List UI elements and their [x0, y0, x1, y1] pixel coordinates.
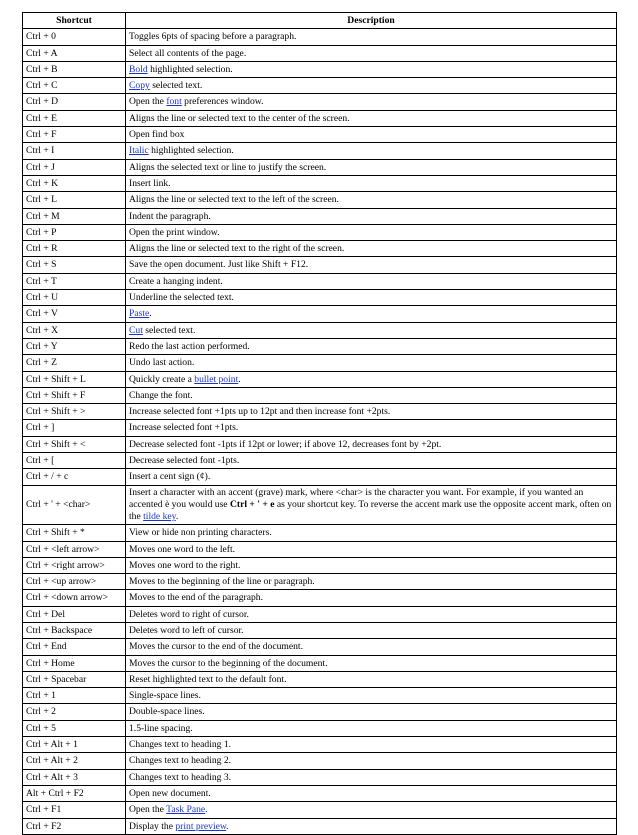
table-row	[23, 623, 617, 639]
table-row	[23, 387, 617, 403]
shortcut-cell: Ctrl + Del	[23, 606, 126, 622]
description-cell	[126, 257, 617, 273]
description-cell	[126, 290, 617, 306]
shortcut-cell: Ctrl + K	[23, 175, 126, 191]
description-text: Aligns the line or selected text to the left of the screen.	[129, 194, 339, 206]
table-row	[23, 192, 617, 208]
shortcut-cell: Ctrl + C	[23, 78, 126, 94]
description-text: Aligns the selected text or line to justify the screen.	[129, 161, 327, 173]
description-text: as your shortcut key. To reverse the accent mark use the opposite accent mark, often on the	[129, 498, 612, 523]
table-row	[23, 574, 617, 590]
shortcut-cell: Ctrl + Shift + *	[23, 525, 126, 541]
description-text: selected text.	[142, 324, 196, 336]
table-row	[23, 802, 617, 818]
shortcut-cell: Ctrl + U	[23, 290, 126, 306]
description-cell	[126, 110, 617, 126]
table-row	[23, 655, 617, 671]
description-cell	[126, 671, 617, 687]
description-text: .	[226, 820, 229, 832]
table-row	[23, 720, 617, 736]
description-text: Increase selected font +1pts.	[129, 422, 239, 434]
shortcut-cell: Alt + Ctrl + F2	[23, 785, 126, 801]
description-text: Deletes word to right of cursor.	[129, 608, 249, 620]
table-row	[23, 338, 617, 354]
description-link[interactable]: bullet point	[194, 373, 239, 385]
description-link[interactable]: Copy	[129, 80, 150, 92]
description-cell	[126, 241, 617, 257]
description-cell	[126, 802, 617, 818]
description-cell	[126, 306, 617, 322]
shortcut-cell: Ctrl + Home	[23, 655, 126, 671]
shortcut-cell: Ctrl + Backspace	[23, 623, 126, 639]
shortcut-cell: Ctrl + ]	[23, 420, 126, 436]
description-cell	[126, 371, 617, 387]
description-text: Open the	[129, 804, 167, 816]
description-cell	[126, 436, 617, 452]
shortcut-cell: Ctrl + X	[23, 322, 126, 338]
description-text: Changes text to heading 1.	[129, 739, 232, 751]
description-text: Decrease selected font -1pts.	[129, 455, 240, 467]
description-cell	[126, 769, 617, 785]
shortcut-cell: Ctrl + F2	[23, 818, 126, 834]
shortcut-cell: Ctrl + <down arrow>	[23, 590, 126, 606]
description-cell	[126, 639, 617, 655]
shortcut-cell: Ctrl + Shift + L	[23, 371, 126, 387]
description-cell	[126, 590, 617, 606]
shortcut-cell: Ctrl + [	[23, 453, 126, 469]
description-text: Deletes word to left of cursor.	[129, 625, 244, 636]
table-row	[23, 469, 617, 485]
description-text: Insert a character with an accent (grave) mark, where <char> is the character you want. For example, if you wanted an accented è you would use	[129, 486, 584, 510]
description-text: Moves one word to the right.	[129, 559, 241, 571]
description-link[interactable]: Italic	[129, 145, 149, 157]
description-text: Changes text to heading 3.	[129, 771, 232, 783]
description-link[interactable]: print preview	[175, 820, 227, 832]
table-row	[23, 639, 617, 655]
description-text: Moves to the beginning of the line or paragraph.	[129, 576, 315, 588]
description-text: Create a hanging indent.	[129, 275, 223, 287]
table-row	[23, 590, 617, 606]
shortcut-cell: Ctrl + 2	[23, 704, 126, 720]
description-link[interactable]: tilde key	[143, 511, 176, 523]
table-row	[23, 557, 617, 573]
table-row	[23, 606, 617, 622]
table-row	[23, 704, 617, 720]
description-text: Moves the cursor to the end of the document.	[129, 641, 303, 653]
table-row	[23, 290, 617, 306]
table-row	[23, 127, 617, 143]
shortcut-cell: Ctrl + Shift + <	[23, 436, 126, 452]
table-row	[23, 541, 617, 557]
description-cell	[126, 387, 617, 403]
shortcut-cell: Ctrl + Spacebar	[23, 671, 126, 687]
description-link[interactable]: Bold	[129, 63, 148, 75]
description-cell	[126, 175, 617, 191]
description-cell	[126, 688, 617, 704]
table-row	[23, 737, 617, 753]
description-cell	[126, 704, 617, 720]
description-bold-text: Ctrl + ' + e	[229, 498, 275, 510]
table-row	[23, 453, 617, 469]
description-text: Indent the paragraph.	[129, 210, 211, 222]
shortcut-cell: Ctrl + S	[23, 257, 126, 273]
shortcut-cell: Ctrl + <left arrow>	[23, 541, 126, 557]
description-text: Save the open document. Just like Shift + F12.	[129, 259, 309, 271]
description-cell	[126, 420, 617, 436]
shortcut-cell: Ctrl + Shift + F	[23, 387, 126, 403]
shortcut-cell: Ctrl + A	[23, 45, 126, 61]
description-text: Toggles 6pts of spacing before a paragraph.	[129, 31, 297, 43]
description-cell	[126, 753, 617, 769]
shortcut-cell: Ctrl + 0	[23, 29, 126, 45]
description-text: Moves to the end of the paragraph.	[129, 592, 264, 604]
description-text: Select all contents of the page.	[129, 47, 247, 59]
shortcut-cell: Ctrl + <right arrow>	[23, 557, 126, 573]
shortcut-cell: Ctrl + R	[23, 241, 126, 257]
description-cell	[126, 453, 617, 469]
description-link[interactable]: Task Pane	[166, 804, 206, 816]
shortcut-cell: Ctrl + B	[23, 61, 126, 77]
table-row	[23, 61, 617, 77]
shortcut-cell: Ctrl + T	[23, 273, 126, 289]
table-row	[23, 322, 617, 338]
shortcut-cell: Ctrl + Alt + 1	[23, 737, 126, 753]
table-row	[23, 208, 617, 224]
description-link[interactable]: Paste	[129, 308, 150, 320]
table-row	[23, 29, 617, 45]
shortcut-cell: Ctrl + End	[23, 639, 126, 655]
table-row	[23, 785, 617, 801]
description-text: Aligns the line or selected text to the center of the screen.	[129, 112, 350, 124]
shortcut-cell: Ctrl + D	[23, 94, 126, 110]
description-text: Display the	[129, 820, 176, 832]
description-text: Open new document.	[129, 787, 211, 799]
description-cell	[126, 338, 617, 354]
description-cell	[126, 143, 617, 159]
description-cell	[126, 469, 617, 485]
description-cell	[126, 818, 617, 834]
description-cell	[126, 208, 617, 224]
table-row	[23, 306, 617, 322]
description-cell	[126, 655, 617, 671]
description-text: Decrease selected font -1pts if 12pt or lower; if above 12, decreases font by +2pt.	[129, 438, 442, 450]
shortcut-cell: Ctrl + J	[23, 159, 126, 175]
table-row	[23, 671, 617, 687]
table-row	[23, 78, 617, 94]
table-row	[23, 273, 617, 289]
description-cell	[126, 623, 617, 639]
shortcut-cell: Ctrl + <up arrow>	[23, 574, 126, 590]
shortcut-cell: Ctrl + Shift + >	[23, 404, 126, 420]
table-row	[23, 355, 617, 371]
description-text: Change the font.	[129, 389, 193, 401]
description-text: preferences window.	[181, 96, 264, 108]
description-text: Single-space lines.	[129, 690, 201, 702]
description-cell	[126, 720, 617, 736]
description-cell	[126, 322, 617, 338]
description-text: highlighted selection.	[148, 145, 234, 157]
description-text: 1.5-line spacing.	[129, 722, 193, 734]
description-text: .	[175, 511, 179, 523]
shortcut-cell: Ctrl + / + c	[23, 469, 126, 485]
table-body	[23, 29, 617, 835]
description-cell	[126, 606, 617, 622]
shortcut-cell: Ctrl + I	[23, 143, 126, 159]
shortcut-cell: Ctrl + Z	[23, 355, 126, 371]
table-header-row	[23, 13, 617, 29]
shortcut-table	[22, 12, 617, 835]
table-row	[23, 436, 617, 452]
shortcut-cell: Ctrl + P	[23, 224, 126, 240]
description-text: Insert link.	[129, 177, 171, 189]
description-text: Reset highlighted text to the default font.	[129, 673, 287, 685]
description-cell	[126, 525, 617, 541]
description-cell	[126, 404, 617, 420]
shortcut-cell: Ctrl + V	[23, 306, 126, 322]
description-text: Moves one word to the left.	[129, 543, 236, 555]
shortcut-cell: Ctrl + 1	[23, 688, 126, 704]
description-text: Insert a cent sign (¢).	[129, 471, 211, 483]
description-cell	[126, 224, 617, 240]
table-row	[23, 224, 617, 240]
description-text: Open find box	[129, 129, 185, 141]
description-cell	[126, 737, 617, 753]
table-row	[23, 45, 617, 61]
description-cell	[126, 273, 617, 289]
shortcut-cell: Ctrl + Alt + 2	[23, 753, 126, 769]
description-text: Double-space lines.	[129, 706, 205, 718]
description-cell	[126, 574, 617, 590]
description-cell	[126, 127, 617, 143]
description-text: Changes text to heading 2.	[129, 755, 232, 767]
description-text: Undo last action.	[129, 357, 195, 369]
table-row	[23, 143, 617, 159]
description-link[interactable]: Cut	[129, 324, 143, 336]
description-cell	[126, 159, 617, 175]
description-link[interactable]: font	[166, 96, 182, 108]
description-cell	[126, 541, 617, 557]
table-row	[23, 818, 617, 834]
description-cell	[126, 61, 617, 77]
description-text: Moves the cursor to the beginning of the document.	[129, 657, 328, 669]
shortcut-cell: Ctrl + 5	[23, 720, 126, 736]
description-text: highlighted selection.	[147, 63, 233, 75]
description-cell	[126, 45, 617, 61]
description-text: Aligns the line or selected text to the right of the screen.	[129, 243, 345, 255]
shortcut-cell: Ctrl + M	[23, 208, 126, 224]
header-description: Description	[126, 13, 617, 29]
description-cell	[126, 94, 617, 110]
description-cell	[126, 557, 617, 573]
description-text: Open the print window.	[129, 226, 220, 238]
table-row	[23, 485, 617, 525]
description-text: .	[149, 308, 152, 320]
description-text: View or hide non printing characters.	[129, 527, 272, 539]
shortcut-cell: Ctrl + E	[23, 110, 126, 126]
table-row	[23, 257, 617, 273]
description-text: selected text.	[149, 80, 203, 92]
description-cell	[126, 355, 617, 371]
table-row	[23, 769, 617, 785]
description-text: .	[205, 804, 208, 816]
description-cell	[126, 29, 617, 45]
table-row	[23, 241, 617, 257]
table-row	[23, 94, 617, 110]
description-text: .	[238, 373, 241, 385]
table-row	[23, 371, 617, 387]
shortcut-cell: Ctrl + L	[23, 192, 126, 208]
description-cell	[126, 485, 617, 525]
description-cell	[126, 192, 617, 208]
shortcut-cell: Ctrl + F1	[23, 802, 126, 818]
description-cell	[126, 785, 617, 801]
shortcut-cell: Ctrl + ' + <char>	[23, 485, 126, 525]
table-row	[23, 525, 617, 541]
description-cell	[126, 78, 617, 94]
table-row	[23, 159, 617, 175]
description-text: Redo the last action performed.	[129, 340, 250, 352]
table-row	[23, 110, 617, 126]
table-row	[23, 753, 617, 769]
description-text: Quickly create a	[129, 373, 195, 385]
table-row	[23, 688, 617, 704]
description-text: Open the	[129, 96, 167, 108]
table-row	[23, 175, 617, 191]
description-text: Increase selected font +1pts up to 12pt and then increase font +2pts.	[129, 406, 391, 418]
description-text: Underline the selected text.	[129, 292, 234, 304]
shortcut-cell: Ctrl + Y	[23, 338, 126, 354]
table-row	[23, 420, 617, 436]
header-shortcut: Shortcut	[23, 13, 126, 29]
shortcut-cell: Ctrl + F	[23, 127, 126, 143]
table-row	[23, 404, 617, 420]
shortcut-cell: Ctrl + Alt + 3	[23, 769, 126, 785]
